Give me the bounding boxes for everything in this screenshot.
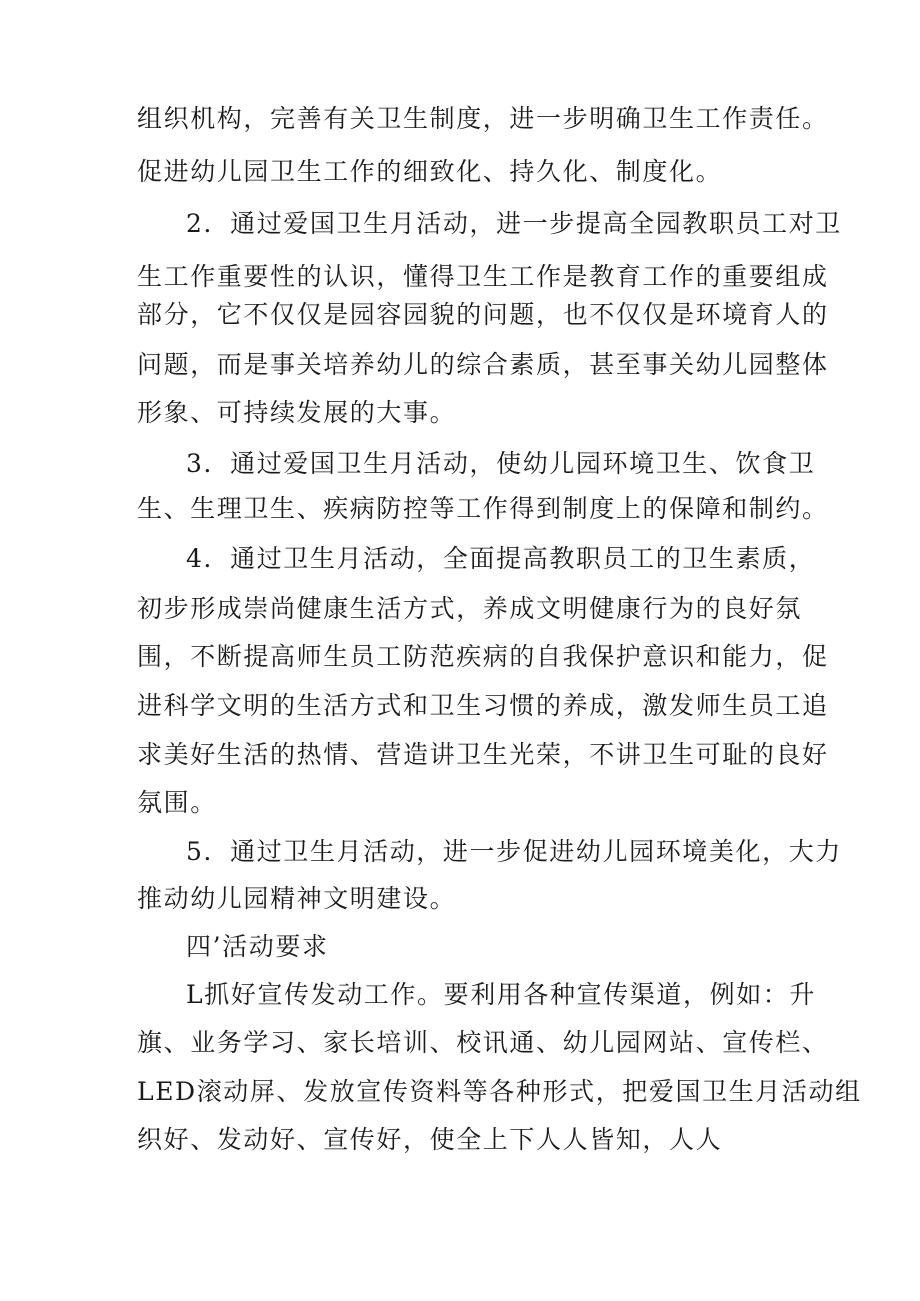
text-line: 织好、发动好、宣传好，使全上下人人皆知，人人 (137, 1125, 723, 1154)
text-line: 2．通过爱国卫生月活动，进一步提高全园教职员工对卫 (186, 209, 842, 238)
text-line: 初步形成崇尚健康生活方式，养成文明健康行为的良好氛 (137, 594, 803, 623)
text-line: LED滚动屏、发放宣传资料等各种形式，把爱国卫生月活动组 (137, 1077, 862, 1106)
text-line: 形象、可持续发展的大事。 (137, 398, 457, 427)
text-line: 4．通过卫生月活动，全面提高教职员工的卫生素质， (186, 544, 816, 573)
section-heading: 四’活动要求 (186, 932, 329, 961)
text-line: 生、生理卫生、疾病防控等工作得到制度上的保障和制约。 (137, 494, 829, 523)
text-line: 部分，它不仅仅是园容园貌的问题，也不仅仅是环境育人的 (137, 300, 829, 329)
text-line: 旗、业务学习、家长培训、校讯通、幼儿园网站、宣传栏、 (137, 1028, 829, 1057)
text-line: 进科学文明的生活方式和卫生习惯的养成，激发师生员工追 (137, 691, 829, 720)
text-line: 问题，而是事关培养幼儿的综合素质，甚至事关幼儿园整体 (137, 350, 829, 379)
text-line: 围，不断提高师生员工防范疾病的自我保护意识和能力，促 (137, 642, 829, 671)
text-line: 推动幼儿园精神文明建设。 (137, 884, 457, 913)
text-line: L抓好宣传发动工作。要利用各种宣传渠道，例如：升 (186, 980, 817, 1009)
text-line: 生工作重要性的认识，懂得卫生工作是教育工作的重要组成 (137, 262, 829, 291)
text-line: 求美好生活的热情、营造讲卫生光荣，不讲卫生可耻的良好 (137, 740, 829, 769)
text-line: 组织机构，完善有关卫生制度，进一步明确卫生工作责任。 (137, 104, 829, 133)
text-line: 氛围。 (137, 788, 217, 817)
text-line: 促进幼儿园卫生工作的细致化、持久化、制度化。 (137, 157, 723, 186)
text-line: 5．通过卫生月活动，进一步促进幼儿园环境美化，大力 (186, 837, 842, 866)
text-line: 3．通过爱国卫生月活动，使幼儿园环境卫生、饮食卫 (186, 449, 816, 478)
